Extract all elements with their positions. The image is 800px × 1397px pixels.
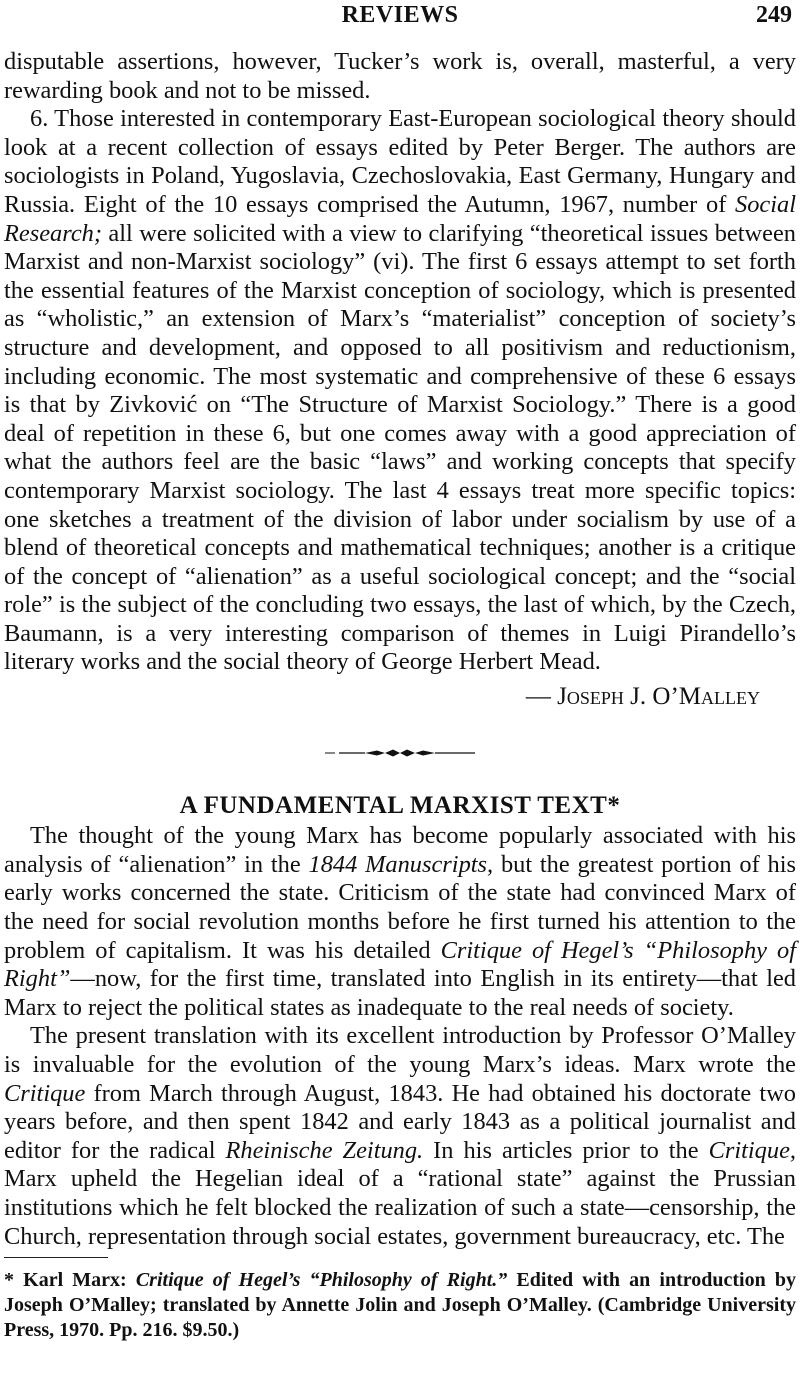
text-run: Karl Marx: xyxy=(23,1269,136,1292)
running-title: REVIEWS xyxy=(341,2,459,28)
review-1 xyxy=(4,48,796,712)
signature-dash: — xyxy=(525,683,558,711)
reviewer-name: Joseph J. O’Malley xyxy=(557,683,760,711)
section-ornament xyxy=(4,748,796,758)
ornament-rule-icon xyxy=(325,748,475,758)
section-title: A FUNDAMENTAL MARXIST TEXT* xyxy=(179,791,621,819)
text-run: Marx upheld the Hegelian ideal of a “rational state” against the Prussian institutions which he felt blocked the realization of such a state—censorship, the Church, representation through social estates, government bureaucracy, etc. The xyxy=(4,1165,796,1250)
text-run: Edited with an introduction by Joseph O’Malley; translated by Annette Jolin and Joseph O’Malley. (Cambridge University Press, 1970. Pp. 216. $9.50.) xyxy=(4,1269,796,1342)
footnote xyxy=(4,1268,796,1343)
italic-title: Critique of Hegel’s “Philosophy of Right” xyxy=(4,936,796,993)
italic-title: 1844 Manuscripts, xyxy=(308,850,494,878)
italic-title: Critique, xyxy=(708,1136,796,1164)
review-1-paragraph-1: disputable assertions, however, Tucker’s work is, overall, masterful, a very rewarding book and not to be missed. xyxy=(4,48,796,104)
text-run: The thought of the young Marx has become popularly associated with his analysis of “alienation” in the xyxy=(4,822,796,878)
review-1-paragraph-2 xyxy=(4,105,796,677)
text-run: 6. Those interested in contemporary East-European sociological theory should look at a recent collection of essays edited by Peter Berger. The authors are sociologists in Poland, Yugoslavia, Czechoslovakia, East Germany, Hungary and Russia. Eight of the 10 essays comprised the Autumn, 1967, number of xyxy=(4,105,796,218)
review-2 xyxy=(4,792,796,1252)
text-run: but the greatest portion of his early works concerned the state. Criticism of the state had convinced Marx of the need for social revolution months before he first turned his attention to the problem of capitalism. It was his detailed xyxy=(4,850,796,964)
italic-title: Critique of Hegel’s “Philosophy of Right.” xyxy=(135,1269,508,1292)
italic-title: Critique xyxy=(4,1079,86,1107)
review-2-paragraph-2 xyxy=(4,1022,796,1251)
text-run: from March through August, 1843. He had obtained his doctorate two years before, and then spent 1842 and early 1843 as a political journalist and editor for the radical xyxy=(4,1079,796,1164)
journal-title: Social Research; xyxy=(4,190,796,247)
footnote-marker: * xyxy=(4,1269,24,1292)
running-head xyxy=(4,0,796,48)
text-run: —now, for the first time, translated into English in its entirety—that led Marx to reject the political states as inadequate to the real needs of society. xyxy=(4,965,796,1021)
footnote-divider xyxy=(4,1257,108,1258)
text-run: In his articles prior to the xyxy=(423,1136,709,1164)
reviewer-signature xyxy=(4,683,796,712)
italic-title: Rheinische Zeitung. xyxy=(225,1136,424,1164)
text-run: all were solicited with a view to clarifying “theoretical issues between Marxist and non-Marxist sociology” (vi). The first 6 essays attempt to set forth the essential features of the Marxist conception of sociology, which is presented as “wholistic,” an extension of Marx’s “materialist” conception of society’s structure and development, and opposed to all positivism and reductionism, including economic. The most systematic and comprehensive of these 6 essays is that by Zivković on “The Structure of Marxist Sociology.” There is a good deal of repetition in these 6, but one comes away with a good appreciation of what the authors feel are the basic “laws” and working concepts that specify contemporary Marxist sociology. The last 4 essays treat more specific topics: one sketches a treatment of the division of labor under socialism by use of a blend of theoretical concepts and mathematical techniques; another is a critique of the concept of “alienation” as a useful sociological concept; and the “social role” is the subject of the concluding two essays, the last of which, by the Czech, Baumann, is a very interesting comparison of themes in Luigi Pirandello’s literary works and the social theory of George Herbert Mead. xyxy=(4,219,796,676)
text-run: The present translation with its excellent introduction by Professor O’Malley is invaluable for the evolution of the young Marx’s ideas. Marx wrote the xyxy=(4,1022,796,1078)
page-number: 249 xyxy=(756,2,792,28)
review-2-paragraph-1 xyxy=(4,822,796,1022)
